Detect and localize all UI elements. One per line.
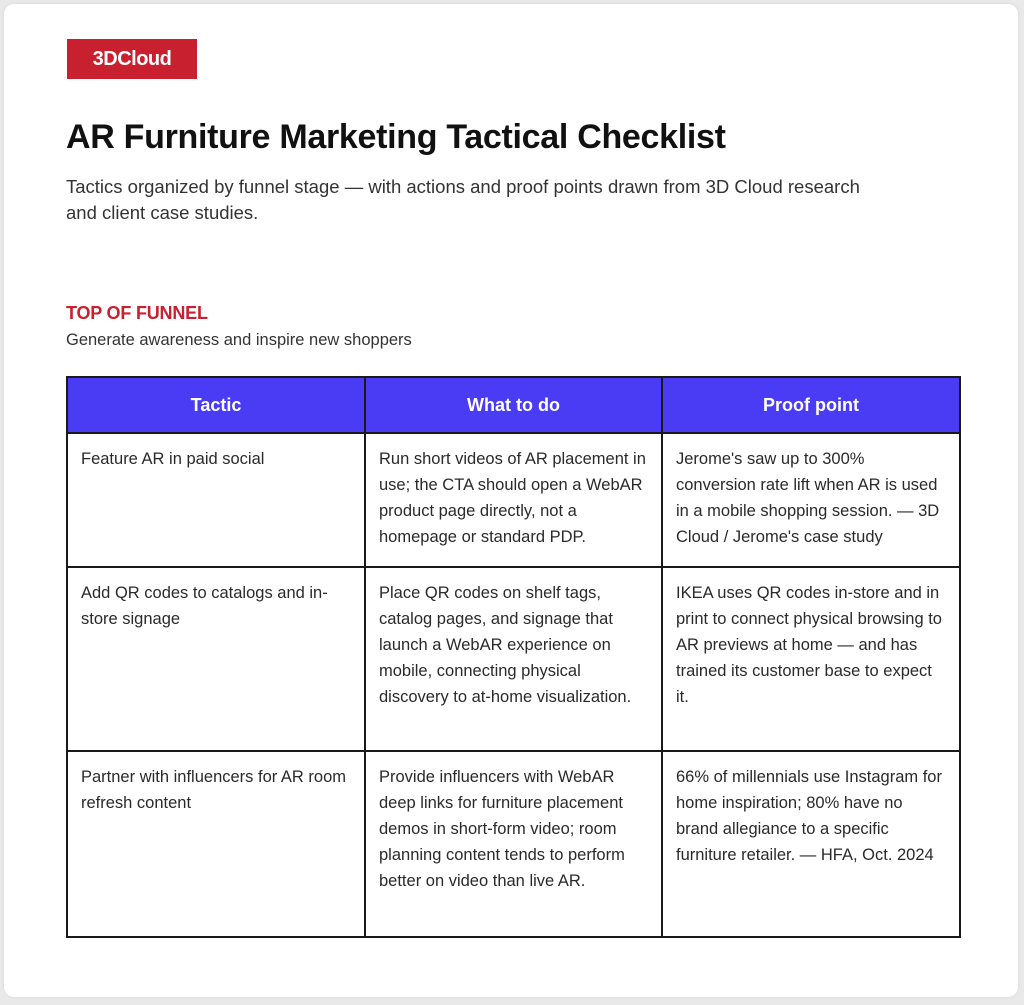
proof-point-cell: IKEA uses QR codes in-store and in print to connect physical browsing to AR previews at home — and has trained its customer base to expect it.: [662, 567, 960, 751]
document-page: [4, 4, 1018, 997]
brand-logo-text: 3DCloud: [92, 47, 172, 70]
page-title: AR Furniture Marketing Tactical Checklist: [66, 118, 726, 156]
proof-point-cell: 66% of millennials use Instagram for home inspiration; 80% have no brand allegiance to a specific furniture retailer. — HFA, Oct. 2024: [662, 751, 960, 937]
table-header-row: [67, 377, 960, 433]
table-row: [67, 433, 960, 567]
page-subtitle: Tactics organized by funnel stage — with actions and proof points drawn from 3D Cloud research and client case studies.: [66, 176, 860, 223]
tactic-cell: Feature AR in paid social: [67, 433, 365, 567]
what-to-do-cell: Run short videos of AR placement in use; the CTA should open a WebAR product page directly, not a homepage or standard PDP.: [365, 433, 662, 567]
tactic-cell: Partner with influencers for AR room refresh content: [67, 751, 365, 937]
tactic-cell: Add QR codes to catalogs and in-store signage: [67, 567, 365, 751]
column-header-tactic: Tactic: [67, 377, 365, 433]
section-description: Generate awareness and inspire new shoppers: [66, 331, 412, 349]
tactics-table: [66, 376, 961, 938]
table-row: [67, 567, 960, 751]
section-heading: TOP OF FUNNEL: [66, 303, 208, 323]
what-to-do-cell: Place QR codes on shelf tags, catalog pages, and signage that launch a WebAR experience on mobile, connecting physical discovery to at-home visualization.: [365, 567, 662, 751]
table-header: [67, 377, 960, 433]
proof-point-cell: Jerome's saw up to 300% conversion rate lift when AR is used in a mobile shopping session. — 3D Cloud / Jerome's case study: [662, 433, 960, 567]
column-header-proof-point: Proof point: [662, 377, 960, 433]
what-to-do-cell: Provide influencers with WebAR deep links for furniture placement demos in short-form video; room planning content tends to perform better on video than live AR.: [365, 751, 662, 937]
column-header-what-to-do: What to do: [365, 377, 662, 433]
table-body: [67, 433, 960, 937]
brand-logo: [67, 39, 197, 79]
table-row: [67, 751, 960, 937]
